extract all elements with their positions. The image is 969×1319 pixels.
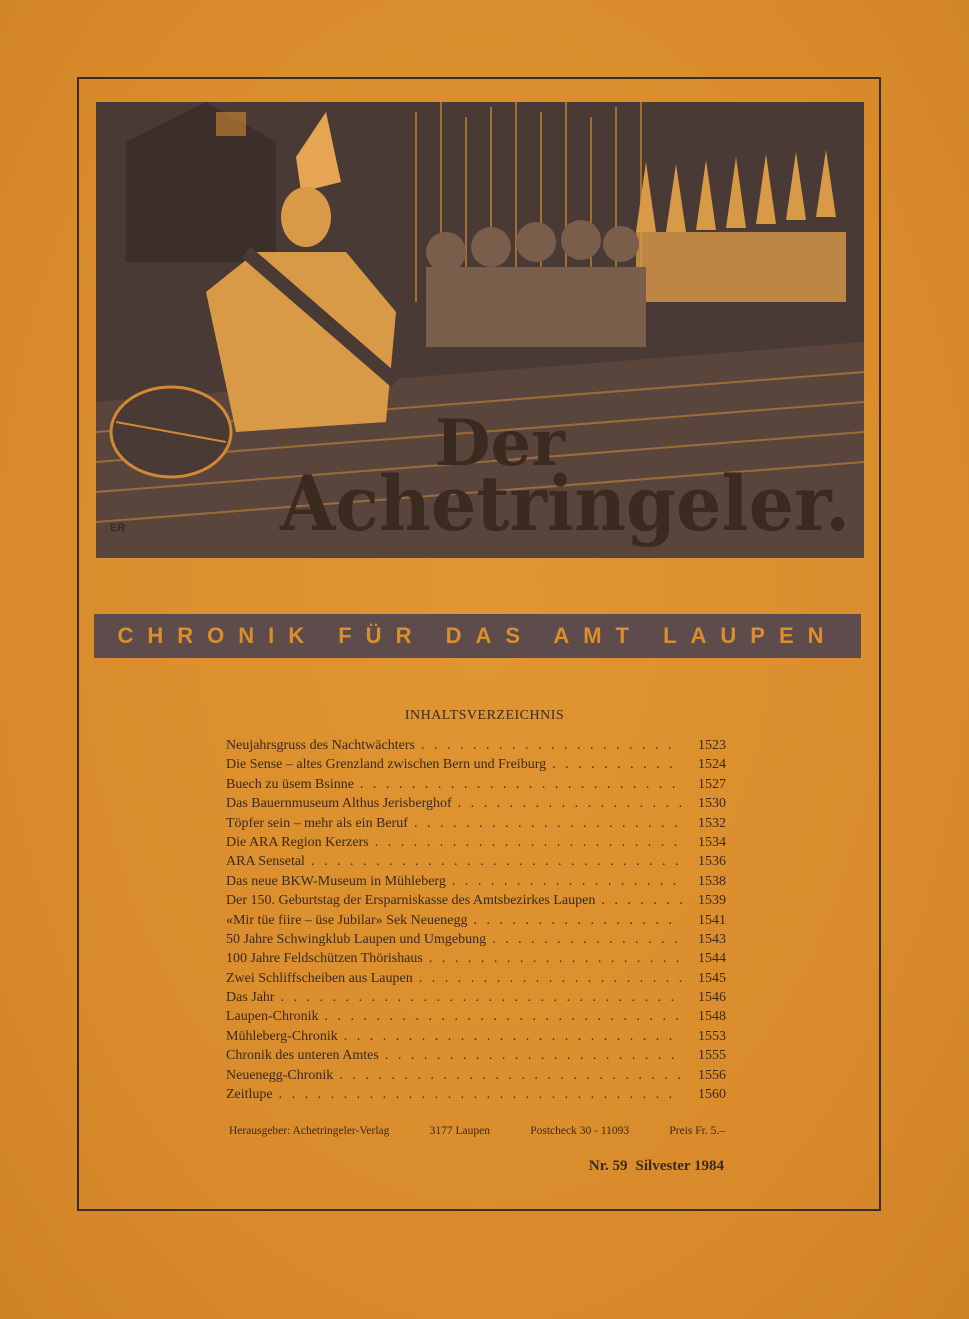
subtitle-banner-text: CHRONIK FÜR DAS AMT LAUPEN [117, 623, 838, 648]
issue-date: Silvester 1984 [635, 1158, 724, 1174]
toc-leader-dots [452, 874, 682, 890]
toc-leader-dots [458, 796, 682, 812]
toc-item-page: 1539 [698, 893, 726, 909]
issue-info [470, 1158, 724, 1175]
toc-item [226, 951, 726, 970]
artist-monogram: ER [110, 522, 126, 534]
toc-leader-dots [360, 777, 682, 793]
issue-price: Preis Fr. 5.– [669, 1125, 725, 1137]
toc-item [226, 854, 726, 873]
toc-item [226, 932, 726, 951]
masthead-title [270, 405, 860, 555]
toc-item-title: Mühleberg-Chronik [226, 1028, 338, 1044]
toc-item-page: 1536 [698, 854, 726, 870]
toc-leader-dots [281, 990, 682, 1006]
toc-item-title: Neujahrsgruss des Nachtwächters [226, 738, 415, 753]
toc-item [226, 1029, 726, 1048]
masthead-title-line2: Achetringeler. [279, 459, 850, 548]
toc-item-title: Der 150. Geburtstag der Ersparniskasse des Amtsbezirkes Laupen [226, 893, 596, 909]
toc-item-page: 1541 [698, 912, 726, 928]
toc-item [226, 893, 726, 912]
toc-leader-dots [385, 1048, 682, 1064]
issue-number: Nr. 59 [588, 1158, 628, 1174]
toc-item [226, 971, 726, 990]
toc-item-page: 1560 [698, 1087, 726, 1103]
toc-item-title: Das Bauernmuseum Althus Jerisberghof [226, 796, 452, 812]
toc-item [226, 835, 726, 854]
toc-item [226, 990, 726, 1009]
toc-leader-dots [279, 1087, 682, 1103]
toc-item-page: 1555 [698, 1048, 726, 1064]
toc-item-title: 100 Jahre Feldschützen Thörishaus [226, 951, 423, 967]
toc-item [226, 1068, 726, 1087]
toc-item [226, 816, 726, 835]
toc-leader-dots [419, 971, 682, 987]
toc-item-title: ARA Sensetal [226, 854, 305, 870]
toc-leader-dots [473, 913, 682, 929]
toc-item-page: 1546 [698, 990, 726, 1006]
subtitle-banner [94, 614, 861, 658]
publisher-place: 3177 Laupen [429, 1125, 490, 1137]
toc-item [226, 874, 726, 893]
toc-leader-dots [325, 1009, 682, 1025]
toc-item-title: Chronik des unteren Amtes [226, 1048, 379, 1064]
toc-item-page: 1524 [698, 757, 726, 773]
toc-item [226, 738, 726, 757]
toc-item [226, 777, 726, 796]
toc-item-page: 1543 [698, 931, 726, 947]
publisher-footer [229, 1125, 725, 1137]
toc-leader-dots [311, 854, 682, 870]
toc-item [226, 1087, 726, 1106]
toc-item-title: 50 Jahre Schwingklub Laupen und Umgebung [226, 931, 487, 947]
toc-item-title: Zeitlupe [226, 1087, 273, 1103]
toc-item-page: 1527 [698, 776, 726, 792]
toc-leader-dots [421, 738, 682, 754]
toc-leader-dots [375, 835, 682, 851]
toc-item-title: Das neue BKW-Museum in Mühleberg [226, 873, 446, 889]
toc-leader-dots [339, 1068, 682, 1084]
toc-heading: INHALTSVERZEICHNIS [404, 708, 565, 723]
toc-item-title: Die Sense – altes Grenzland zwischen Bern und Freiburg [226, 757, 547, 773]
toc-item-title: Buech zu üsem Bsinne [226, 776, 354, 792]
toc-item-title: Neuenegg-Chronik [226, 1067, 334, 1083]
toc-item-title: Zwei Schliffscheiben aus Laupen [226, 970, 413, 986]
publisher-name: Herausgeber: Achetringeler-Verlag [229, 1125, 390, 1137]
toc-item-title: Das Jahr [226, 990, 275, 1006]
toc-item-title: Die ARA Region Kerzers [226, 834, 369, 850]
toc-item-page: 1532 [698, 815, 726, 831]
toc-item-page: 1544 [698, 951, 726, 967]
toc-leader-dots [429, 951, 682, 967]
toc-item-page: 1545 [698, 970, 726, 986]
masthead-title-line1: Der [435, 406, 565, 481]
toc-item-page: 1523 [698, 738, 726, 753]
toc-item-page: 1556 [698, 1067, 726, 1083]
toc-leader-dots [601, 893, 682, 909]
toc-item-page: 1548 [698, 1009, 726, 1025]
toc-leader-dots [492, 932, 682, 948]
toc-item [226, 1048, 726, 1067]
table-of-contents [226, 738, 726, 1106]
toc-leader-dots [344, 1029, 682, 1045]
toc-item [226, 913, 726, 932]
toc-item-page: 1538 [698, 873, 726, 889]
toc-leader-dots [414, 816, 682, 832]
toc-item [226, 796, 726, 815]
toc-leader-dots [552, 757, 682, 773]
toc-item-title: «Mir tüe fiire – üse Jubilar» Sek Neuenegg [226, 912, 468, 928]
postcheck-number: Postcheck 30 - 11093 [530, 1125, 630, 1137]
toc-item-page: 1534 [698, 834, 726, 850]
toc-item-title: Töpfer sein – mehr als ein Beruf [226, 815, 408, 831]
toc-item-page: 1553 [698, 1028, 726, 1044]
toc-item [226, 1009, 726, 1028]
toc-item-page: 1530 [698, 796, 726, 812]
toc-item [226, 757, 726, 776]
toc-item-title: Laupen-Chronik [226, 1009, 319, 1025]
